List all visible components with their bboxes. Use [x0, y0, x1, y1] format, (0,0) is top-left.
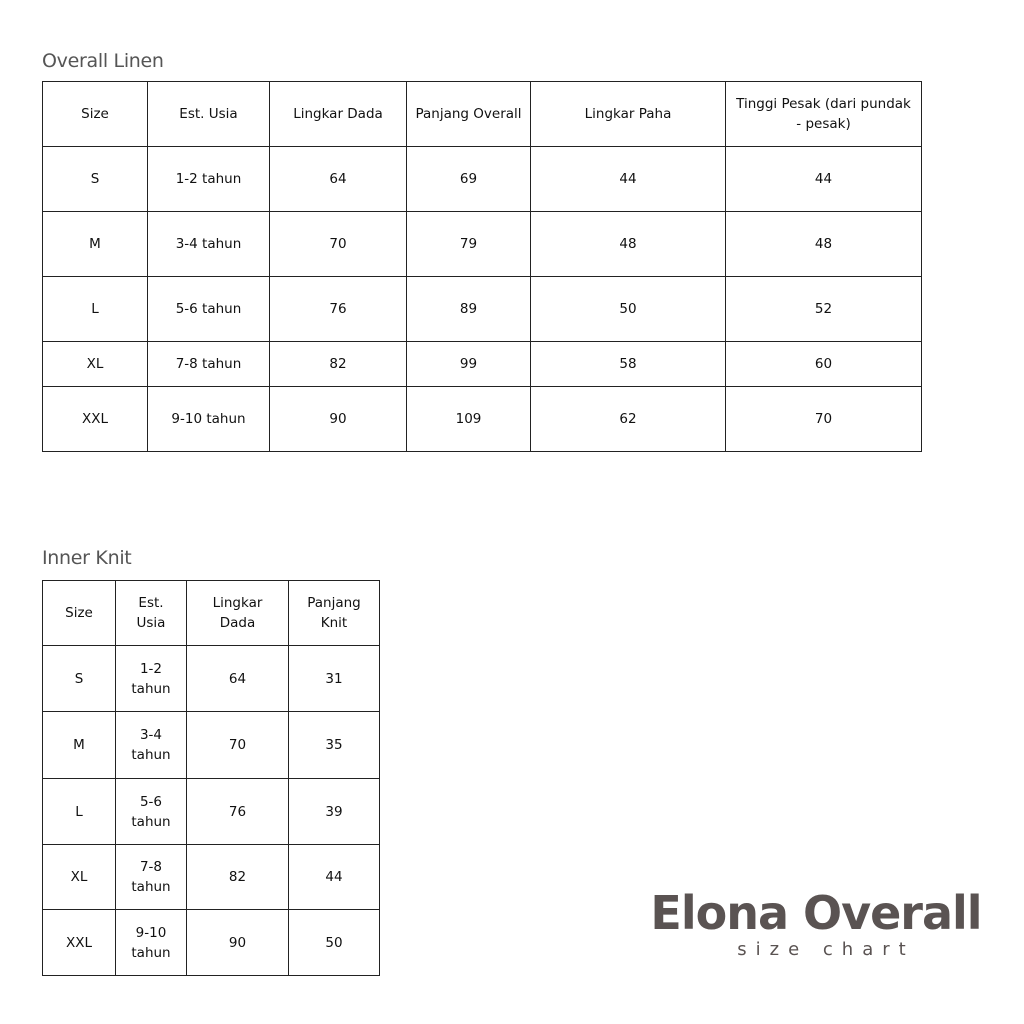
- value-cell: 50: [531, 277, 726, 342]
- table-row: [43, 712, 380, 779]
- size-cell: XXL: [43, 387, 148, 452]
- table-row: [43, 277, 922, 342]
- inner-knit-title: Inner Knit: [42, 547, 132, 569]
- size-cell: S: [43, 646, 116, 712]
- value-cell: 70: [187, 712, 289, 779]
- age-cell: 9-10 tahun: [116, 910, 187, 976]
- value-cell: 50: [289, 910, 380, 976]
- table-row: [43, 779, 380, 845]
- size-cell: XL: [43, 342, 148, 387]
- value-cell: 64: [187, 646, 289, 712]
- value-cell: 76: [270, 277, 407, 342]
- value-cell: 99: [407, 342, 531, 387]
- value-cell: 58: [531, 342, 726, 387]
- value-cell: 44: [726, 147, 922, 212]
- size-cell: L: [43, 779, 116, 845]
- header-cell: Lingkar Dada: [187, 581, 289, 646]
- table-header-row: [43, 581, 380, 646]
- header-cell: Est. Usia: [116, 581, 187, 646]
- header-cell: Panjang Knit: [289, 581, 380, 646]
- overall-linen-table: [42, 81, 922, 452]
- brand-title: Elona Overall: [650, 886, 982, 940]
- table-header-row: [43, 82, 922, 147]
- age-cell: 5-6 tahun: [148, 277, 270, 342]
- value-cell: 48: [726, 212, 922, 277]
- age-cell: 7-8 tahun: [148, 342, 270, 387]
- table-row: [43, 910, 380, 976]
- value-cell: 82: [187, 845, 289, 910]
- brand-subtitle: size chart: [737, 939, 915, 960]
- age-cell: 1-2 tahun: [116, 646, 187, 712]
- value-cell: 90: [187, 910, 289, 976]
- table-row: [43, 342, 922, 387]
- header-cell: Size: [43, 581, 116, 646]
- value-cell: 70: [270, 212, 407, 277]
- size-cell: M: [43, 712, 116, 779]
- value-cell: 52: [726, 277, 922, 342]
- table-row: [43, 646, 380, 712]
- age-cell: 7-8 tahun: [116, 845, 187, 910]
- age-cell: 3-4 tahun: [116, 712, 187, 779]
- value-cell: 62: [531, 387, 726, 452]
- overall-linen-title: Overall Linen: [42, 50, 164, 72]
- table-row: [43, 387, 922, 452]
- age-cell: 3-4 tahun: [148, 212, 270, 277]
- size-cell: L: [43, 277, 148, 342]
- value-cell: 76: [187, 779, 289, 845]
- value-cell: 70: [726, 387, 922, 452]
- value-cell: 69: [407, 147, 531, 212]
- value-cell: 79: [407, 212, 531, 277]
- brand-logo: [640, 886, 992, 960]
- value-cell: 44: [289, 845, 380, 910]
- age-cell: 5-6 tahun: [116, 779, 187, 845]
- size-cell: M: [43, 212, 148, 277]
- value-cell: 48: [531, 212, 726, 277]
- table-row: [43, 212, 922, 277]
- value-cell: 109: [407, 387, 531, 452]
- size-cell: XXL: [43, 910, 116, 976]
- value-cell: 35: [289, 712, 380, 779]
- header-cell: Size: [43, 82, 148, 147]
- value-cell: 82: [270, 342, 407, 387]
- value-cell: 90: [270, 387, 407, 452]
- value-cell: 31: [289, 646, 380, 712]
- header-cell: Lingkar Dada: [270, 82, 407, 147]
- table-row: [43, 147, 922, 212]
- value-cell: 64: [270, 147, 407, 212]
- header-cell: Est. Usia: [148, 82, 270, 147]
- header-cell: Tinggi Pesak (dari pundak - pesak): [726, 82, 922, 147]
- age-cell: 9-10 tahun: [148, 387, 270, 452]
- header-cell: Lingkar Paha: [531, 82, 726, 147]
- value-cell: 44: [531, 147, 726, 212]
- table-row: [43, 845, 380, 910]
- size-cell: S: [43, 147, 148, 212]
- value-cell: 89: [407, 277, 531, 342]
- size-cell: XL: [43, 845, 116, 910]
- value-cell: 39: [289, 779, 380, 845]
- value-cell: 60: [726, 342, 922, 387]
- age-cell: 1-2 tahun: [148, 147, 270, 212]
- inner-knit-table: [42, 580, 380, 976]
- header-cell: Panjang Overall: [407, 82, 531, 147]
